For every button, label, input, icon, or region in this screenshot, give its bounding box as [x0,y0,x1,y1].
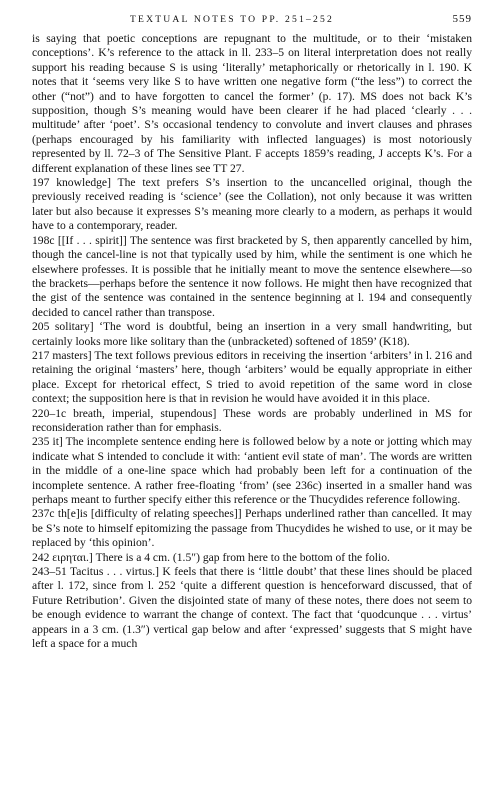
page-number: 559 [452,13,472,25]
note-237c: 237c th[e]is [difficulty of relating speeches]] Perhaps underlined rather than cancelled. It may be S’s note to himself epitomizing the passage from Thucydides he wished to use, or it may be replaced by ‘this opinion’. [32,507,472,550]
note-197: 197 knowledge] The text prefers S’s insertion to the uncancelled original, though the previously received reading is ‘science’ (see the Collation), not only because it was written later but also because it expresses S’s meaning more clearly to a modern, as perhaps it would have to a contemporary, reader. [32,176,472,233]
note-217: 217 masters] The text follows previous editors in receiving the insertion ‘arbiters’ in l. 216 and retaining the original ‘masters’ here, though ‘arbiters’ would be equally appropriate in either place. Except for rhetorical effect, S tried to avoid repetition of the same word in close context; the supposition here is that in revision he would have avoided it in this place. [32,348,472,406]
page-header [32,10,472,32]
page [32,10,472,651]
note-235: 235 it] The incomplete sentence ending here is followed below by a note or jotting which may indicate what S intended to conclude it with: ‘antient evil state of man’. The words are written in the middle of a one-line space which had probably been left for a continuation of the incomplete sentence. A rather free-floating ‘from’ (see 236c) inserted in a smaller hand was perhaps meant to further specify either this reference or the Thucydides reference following. [32,435,472,506]
note-242: 242 ειρηται.] There is a 4 cm. (1.5″) gap from here to the bottom of the folio. [32,550,390,564]
note-220-1c: 220–1c breath, imperial, stupendous] These words are probably underlined in MS for reconsideration rather than for emphasis. [32,406,472,434]
note-243-51: 243–51 Tacitus . . . virtus.] K feels that there is ‘little doubt’ that these lines should be placed after l. 172, since from l. 252 ‘quite a different question is henceforward discussed, that of Future Retribution’. Given the disjointed state of many of these notes, there does not seem to be enough evidence to warrant the change of context. The fact that ‘quodcunque . . . virtus’ appears in a 3 cm. (1.3″) vertical gap below and after ‘expressed’ suggests that S might have left a space for a much [32,565,472,651]
note-198c: 198c [[If . . . spirit]] The sentence was first bracketed by S, then apparently cancelled by him, though the cancel-line is not that typically used by him, while the sentiment is one which he elsewhere professes. It is possible that he initially meant to move the sentence elsewhere—so the brackets—perhaps before the sentence it now follows. He might then have recognized that the gist of the sentence was contained in the sentence beginning at l. 194 and consequently decided to cancel rather than transpose. [32,233,472,319]
paragraph-continuation: is saying that poetic conceptions are repugnant to the multitude, or to their ‘mistaken conceptions’. K’s reference to the attack in ll. 233–5 on literal interpretation does not really support his reading because S is using ‘literally’ metaphorically or rhetorically in l. 190. K notes that it ‘seems very like S to have written one negative form (“the less”) to correct the other (“not”) and to have forgotten to cancel the former’ (p. 17). MS does not back K’s supposition, though S’s meaning would have been clearer if he had placed ‘clearly . . . multitude’ after ‘poet’. S’s occasional tendency to convolute and invert clauses and phrases (perhaps encouraged by his familiarity with inflected languages) is most notoriously represented by ll. 72–3 of The Sensitive Plant. F accepts 1859’s reading, J accepts K’s. For a different explanation of these lines see TT 27. [32,32,472,175]
notes-body [32,32,472,651]
note-205: 205 solitary] ‘The word is doubtful, being an insertion in a very small handwriting, but certainly looks more like solitary than the (unbracketed) softened of 1859’ (K18). [32,320,472,348]
running-head: TEXTUAL NOTES TO PP. 251–252 [129,14,334,25]
